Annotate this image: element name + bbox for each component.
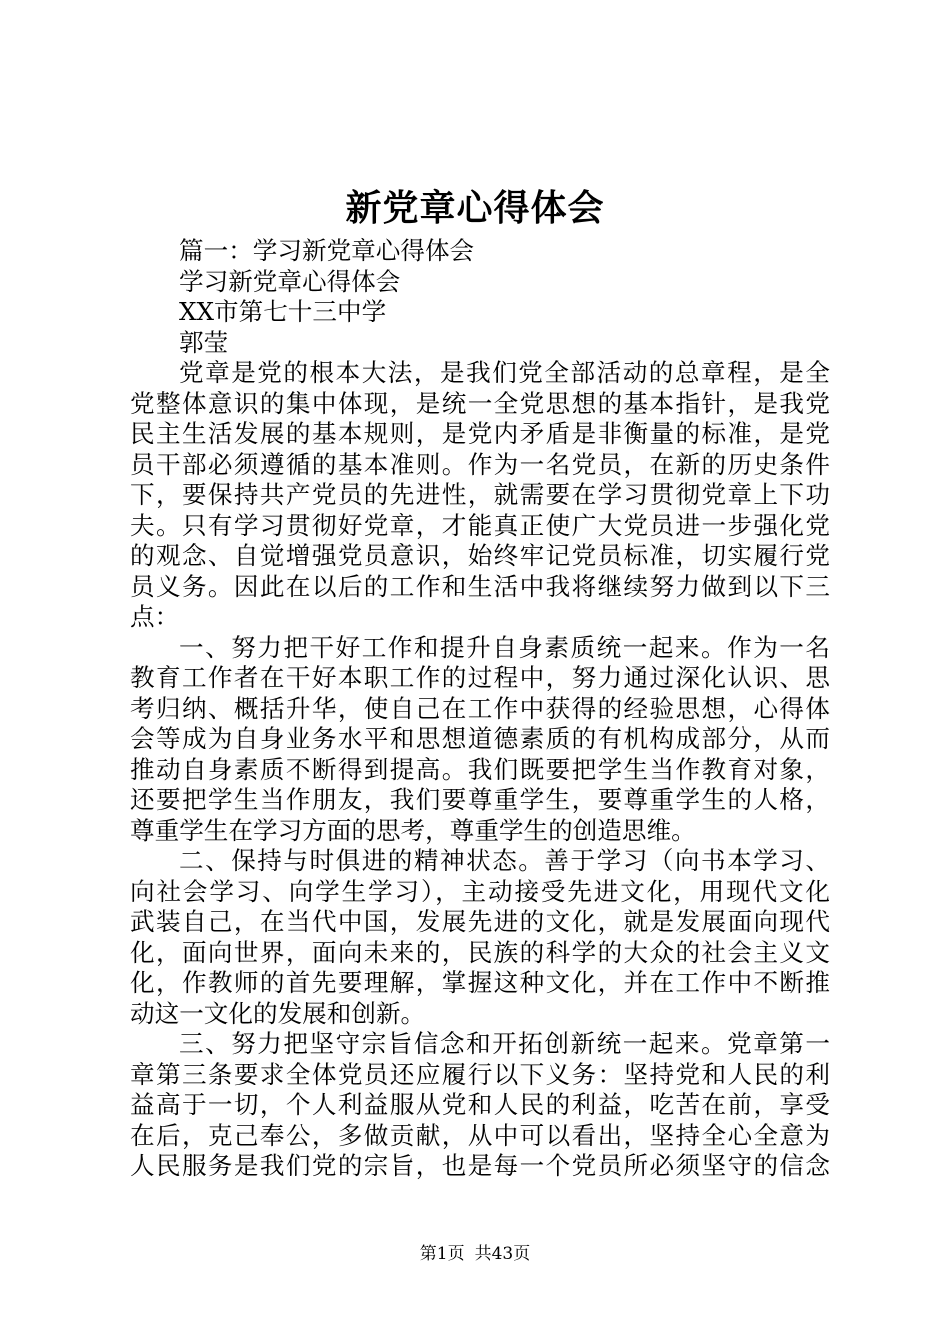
paragraph-line: 党整体意识的集中体现，是统一全党思想的基本指针，是我党 — [130, 388, 830, 418]
paragraph-line: 党章是党的根本大法，是我们党全部活动的总章程，是全 — [179, 358, 830, 387]
paragraph-line: 的观念、自觉增强党员意识，始终牢记党员标准，切实履行党 — [130, 541, 830, 570]
document-body — [130, 236, 830, 1182]
paragraph-line: 考归纳、概括升华，使自己在工作中获得的经验思想，心得体 — [130, 693, 830, 723]
paragraph-line: 下，要保持共产党员的先进性，就需要在学习贯彻党章上下功 — [130, 480, 830, 509]
page-number: 第1页 — [419, 1244, 465, 1264]
page-footer — [0, 1243, 950, 1265]
paragraph-line: 推动自身素质不断得到提高。我们既要把学生当作教育对象， — [130, 754, 830, 784]
section-heading: 篇一：学习新党章心得体会 — [179, 236, 475, 265]
paragraph-line: 化，面向世界，面向未来的，民族的科学的大众的社会主义文 — [130, 937, 830, 967]
author-name: 郭莹 — [179, 327, 229, 357]
paragraph-line: 员义务。因此在以后的工作和生活中我将继续努力做到以下三 — [130, 571, 830, 601]
paragraph-line: 在后，克己奉公，多做贡献，从中可以看出，坚持全心全意为 — [130, 1120, 830, 1150]
paragraph-line: 员干部必须遵循的基本准则。作为一名党员，在新的历史条件 — [130, 449, 830, 479]
paragraph-line: 三、努力把坚守宗旨信念和开拓创新统一起来。党章第一 — [179, 1029, 830, 1058]
document-title: 新党章心得体会 — [345, 187, 605, 229]
paragraph-line: 尊重学生在学习方面的思考，尊重学生的创造思维。 — [130, 815, 696, 845]
paragraph-line: 夫。只有学习贯彻好党章，才能真正使广大党员进一步强化党 — [130, 510, 830, 540]
paragraph-line: 一、努力把干好工作和提升自身素质统一起来。作为一名 — [179, 632, 830, 662]
paragraph-line: 民主生活发展的基本规则，是党内矛盾是非衡量的标准，是党 — [130, 419, 830, 448]
paragraph-line: 益高于一切，个人利益服从党和人民的利益，吃苦在前，享受 — [130, 1090, 830, 1119]
author-school: XX市第七十三中学 — [179, 297, 387, 326]
paragraph-line: 武装自己，在当代中国，发展先进的文化，就是发展面向现代 — [130, 907, 830, 936]
paragraph-line: 化，作教师的首先要理解，掌握这种文化，并在工作中不断推 — [130, 968, 830, 997]
paragraph-line: 点： — [130, 602, 180, 631]
paragraph-line: 向社会学习、向学生学习），主动接受先进文化，用现代文化 — [130, 876, 830, 906]
paragraph-line: 会等成为自身业务水平和思想道德素质的有机构成部分，从而 — [130, 724, 830, 753]
paragraph-line: 还要把学生当作朋友，我们要尊重学生，要尊重学生的人格， — [130, 785, 830, 814]
paragraph-line: 章第三条要求全体党员还应履行以下义务：坚持党和人民的利 — [130, 1059, 830, 1089]
paragraph-line: 教育工作者在干好本职工作的过程中，努力通过深化认识、思 — [130, 663, 830, 692]
article-title: 学习新党章心得体会 — [179, 266, 401, 296]
paragraph-line: 动这一文化的发展和创新。 — [130, 998, 426, 1028]
paragraph-line: 二、保持与时俱进的精神状态。善于学习（向书本学习、 — [179, 846, 830, 875]
paragraph-line: 人民服务是我们党的宗旨，也是每一个党员所必须坚守的信念 — [130, 1151, 830, 1180]
total-pages: 共43页 — [474, 1244, 531, 1264]
